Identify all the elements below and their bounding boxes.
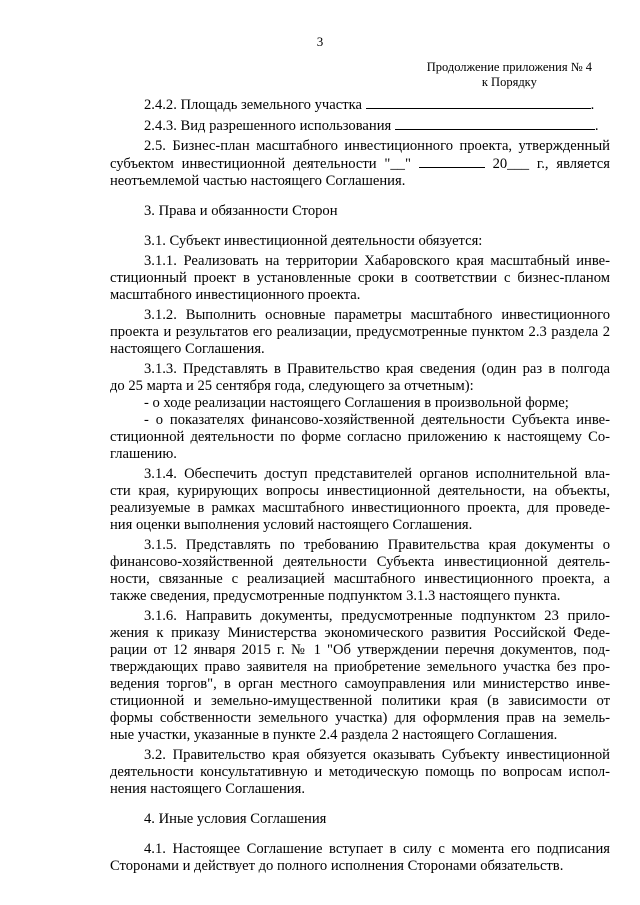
- item-3-1-6-line: ведения торгов", в орган местного самоуправления или министерство инве-: [110, 676, 610, 692]
- item-3-1-5-line: ности, связанные с реализацией масштабного инвестиционного проекта, а: [110, 571, 610, 587]
- item-3-1-4: [110, 466, 610, 534]
- item-3-1-1: [110, 253, 610, 304]
- item-3-1-3-line: - о ходе реализации настоящего Соглашения в произвольной форме;: [144, 395, 569, 411]
- item-4-1: [110, 841, 610, 875]
- item-3-1-4-line: сти края, курирующих вопросы инвестиционной деятельности, на объекты,: [110, 483, 610, 499]
- item-3-1-2: [110, 307, 610, 358]
- item-3-1-3-line: стиционной деятельности по форме согласно приложению к настоящему Со-: [110, 429, 610, 445]
- item-3-1-3-line: глашению.: [110, 446, 177, 462]
- item-2-4-3-text: 2.4.3. Вид разрешенного использования: [144, 118, 392, 134]
- item-3-1-5-line: 3.1.5. Представлять по требованию Правительства края документы о: [144, 537, 610, 553]
- item-3-1-6-line: ные участки, указанные в пункте 2.4 раздела 2 настоящего Соглашения.: [110, 727, 558, 743]
- section-3-heading: 3. Права и обязанности Сторон: [144, 203, 338, 219]
- item-2-5-text: субъектом инвестиционной деятельности "__": [110, 156, 411, 172]
- item-3-1-2-line: проекта и результатов его реализации, предусмотренные пунктом 2.3 раздела 2: [110, 324, 610, 340]
- item-3-1-6-line: формы собственности земельного участка) для оформления прав на земель-: [110, 710, 610, 726]
- page-number: 3: [316, 34, 324, 49]
- item-2-5-line: [110, 155, 610, 173]
- item-3-1-3: [110, 361, 610, 463]
- item-3-1-6-line: жения к приказу Министерства экономического развития Российской Феде-: [110, 625, 610, 641]
- item-3-1-6-line: тверждающих право заявителя на приобретение земельного участка без про-: [110, 659, 610, 675]
- item-3-2-line: 3.2. Правительство края обязуется оказывать Субъекту инвестиционной: [144, 747, 610, 763]
- item-3-2-line: нения настоящего Соглашения.: [110, 781, 305, 797]
- item-3-1-1-line: стиционный проект в установленные сроки в соответствии с бизнес-планом: [110, 270, 610, 286]
- blank-line: [419, 155, 485, 168]
- item-3-1-5: [110, 537, 610, 605]
- item-3-1-1-line: масштабного инвестиционного проекта.: [110, 287, 361, 303]
- item-3-1-6-line: 3.1.6. Направить документы, предусмотренные подпунктом 23 прило-: [144, 608, 610, 624]
- section-4-heading: 4. Иные условия Соглашения: [144, 811, 327, 827]
- item-3-1-6-line: рации от 12 января 2015 г. № 1 "Об утверждении перечня документов, под-: [110, 642, 610, 658]
- item-3-1-3-line: до 25 марта и 25 сентября года, следующего за отчетным):: [110, 378, 474, 394]
- document-body: [110, 96, 610, 878]
- appendix-header-line1: Продолжение приложения № 4: [426, 60, 592, 74]
- item-3-1: 3.1. Субъект инвестиционной деятельности обязуется:: [144, 233, 483, 249]
- item-3-2: [110, 747, 610, 798]
- item-3-2-line: деятельности консультативную и методическую помощь по вопросам испол-: [110, 764, 610, 780]
- item-2-5-line: неотъемлемой частью настоящего Соглашения.: [110, 173, 406, 189]
- item-2-5: [110, 138, 610, 190]
- item-4-1-line: Сторонами и действует до полного исполнения Сторонами обязательств.: [110, 858, 564, 874]
- item-3-1-4-line: ния оценки выполнения условий настоящего Соглашения.: [110, 517, 473, 533]
- item-3-1-3-line: - о показателях финансово-хозяйственной деятельности Субъекта инве-: [144, 412, 610, 428]
- item-2-4-2: 2.4.2. Площадь земельного участка .: [144, 97, 595, 113]
- item-2-4-3: 2.4.3. Вид разрешенного использования .: [144, 118, 599, 134]
- item-3-1-5-line: финансово-хозяйственной деятельности Субъекта инвестиционной деятель-: [110, 554, 610, 570]
- item-3-1-5-line: также сведения, предусмотренные подпунктом 3.1.3 настоящего пункта.: [110, 588, 561, 604]
- item-4-1-line: 4.1. Настоящее Соглашение вступает в силу с момента его подписания: [144, 841, 610, 857]
- item-3-1-6: [110, 608, 610, 744]
- item-3-1-1-line: 3.1.1. Реализовать на территории Хабаровского края масштабный инве-: [144, 253, 610, 269]
- item-3-1-2-line: 3.1.2. Выполнить основные параметры масштабного инвестиционного: [144, 307, 610, 323]
- item-3-1-2-line: настоящего Соглашения.: [110, 341, 265, 357]
- blank-line: [366, 96, 591, 109]
- item-3-1-4-line: реализуемые в рамках масштабного инвестиционного проекта, для проведе-: [110, 500, 610, 516]
- item-2-4-2-text: 2.4.2. Площадь земельного участка: [144, 97, 362, 113]
- item-2-5-line: 2.5. Бизнес-план масштабного инвестиционного проекта, утвержденный: [144, 138, 610, 154]
- appendix-header-line2: к Порядку: [481, 75, 537, 89]
- item-2-5-text: 20___ г., является: [492, 156, 610, 172]
- item-3-1-3-line: 3.1.3. Представлять в Правительство края сведения (один раз в полгода: [144, 361, 610, 377]
- item-3-1-4-line: 3.1.4. Обеспечить доступ представителей органов исполнительной вла-: [144, 466, 610, 482]
- appendix-header: [427, 60, 592, 90]
- blank-line: [395, 117, 595, 130]
- item-3-1-6-line: стиционной и земельно-имущественной политики края (в зависимости от: [110, 693, 610, 709]
